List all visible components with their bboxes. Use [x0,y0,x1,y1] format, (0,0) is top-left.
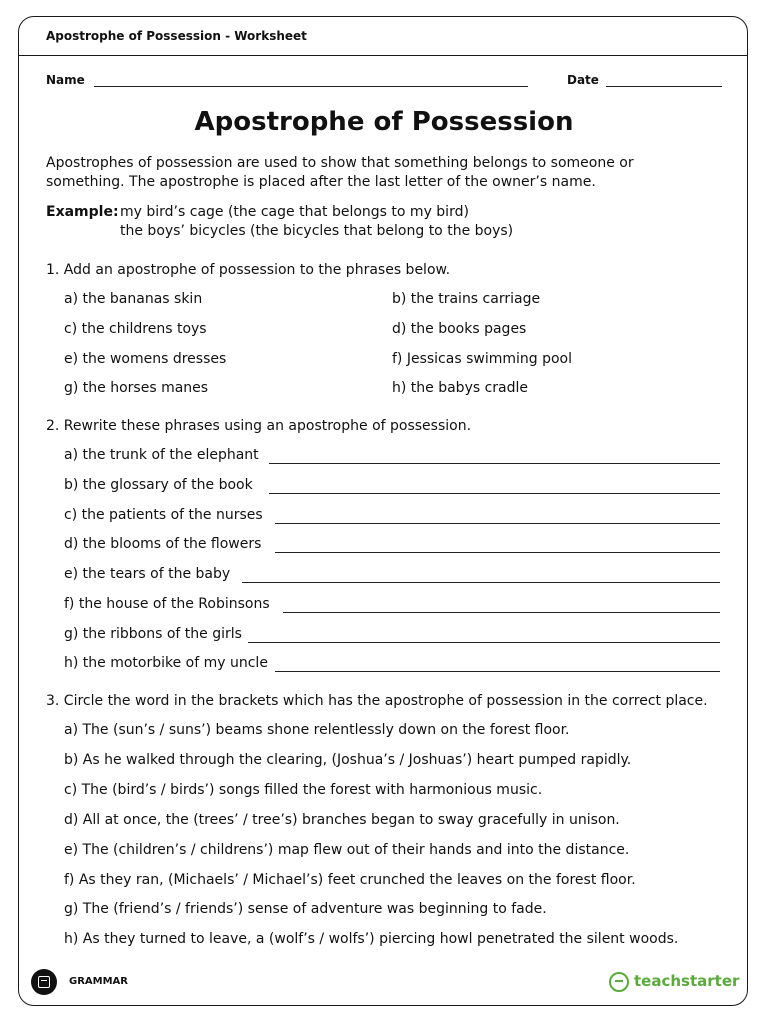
q2-answer-line[interactable] [248,642,720,643]
date-field[interactable] [606,86,722,87]
q1-item: h) the babys cradle [392,380,529,396]
q2-answer-line[interactable] [275,552,720,553]
example-line-2: the boys’ bicycles (the bicycles that belong to the boys) [120,223,514,239]
q3-item: a) The (sun’s / suns’) beams shone relentlessly down on the forest floor. [64,722,570,738]
q3-item: c) The (bird’s / birds’) songs filled the forest with harmonious music. [64,782,543,798]
question-1-prompt: 1. Add an apostrophe of possession to the phrases below. [46,262,451,278]
q1-item: d) the books pages [392,321,527,337]
q3-item: d) All at once, the (trees’ / tree’s) branches began to sway gracefully in unison. [64,812,620,828]
intro-text: Apostrophes of possession are used to show that something belongs to someone or something. The apostrophe is placed after the last letter of the owner’s name. [46,155,634,190]
q2-row [64,626,720,646]
q2-item-label: c) the patients of the nurses [64,507,263,523]
q2-row [64,507,720,527]
q2-item-label: a) the trunk of the elephant [64,447,259,463]
q2-answer-line[interactable] [275,671,720,672]
q2-answer-line[interactable] [283,612,720,613]
q2-item-label: h) the motorbike of my uncle [64,655,268,671]
teachstarter-logo-icon [609,972,629,992]
q2-answer-line[interactable] [269,463,720,464]
question-3-prompt: 3. Circle the word in the brackets which has the apostrophe of possession in the correct place. [46,693,708,709]
q3-item: b) As he walked through the clearing, (Joshua’s / Joshuas’) heart pumped rapidly. [64,752,632,768]
q2-answer-line[interactable] [242,582,720,583]
q2-item-label: e) the tears of the baby [64,566,231,582]
q3-item: e) The (children’s / childrens’) map flew out of their hands and into the distance. [64,842,630,858]
q2-row [64,536,720,556]
q2-item-label: d) the blooms of the flowers [64,536,262,552]
q2-answer-line[interactable] [275,523,720,524]
q3-item: g) The (friend’s / friends’) sense of adventure was beginning to fade. [64,901,547,917]
q2-row [64,566,720,586]
example-line-1: my bird’s cage (the cage that belongs to my bird) [120,204,469,220]
grammar-icon [31,969,57,995]
q2-row [64,477,720,497]
q1-item: a) the bananas skin [64,291,203,307]
q2-answer-line[interactable] [269,493,720,494]
q3-item: f) As they ran, (Michaels’ / Michael’s) feet crunched the leaves on the forest floor. [64,872,636,888]
name-date-row [46,72,722,90]
header-divider [18,55,748,56]
worksheet-header-title: Apostrophe of Possession - Worksheet [46,29,307,43]
q2-row [64,447,720,467]
q1-item: e) the womens dresses [64,351,227,367]
q1-item: b) the trains carriage [392,291,541,307]
footer-subject: GRAMMAR [69,976,128,987]
q2-row [64,596,720,616]
question-2-prompt: 2. Rewrite these phrases using an apostrophe of possession. [46,418,472,434]
name-label: Name [46,73,85,87]
example-label: Example: [46,204,119,220]
name-field[interactable] [94,86,528,87]
q2-item-label: b) the glossary of the book [64,477,253,493]
q2-item-label: f) the house of the Robinsons [64,596,270,612]
brand-name: teachstarter [634,972,740,990]
q1-item: g) the horses manes [64,380,209,396]
date-label: Date [567,73,599,87]
q3-item: h) As they turned to leave, a (wolf’s / wolfs’) piercing howl penetrated the silent woods. [64,931,679,947]
q2-item-label: g) the ribbons of the girls [64,626,242,642]
q1-item: c) the childrens toys [64,321,207,337]
q2-row [64,655,720,675]
q1-item: f) Jessicas swimming pool [392,351,572,367]
page-title: Apostrophe of Possession [194,107,574,137]
